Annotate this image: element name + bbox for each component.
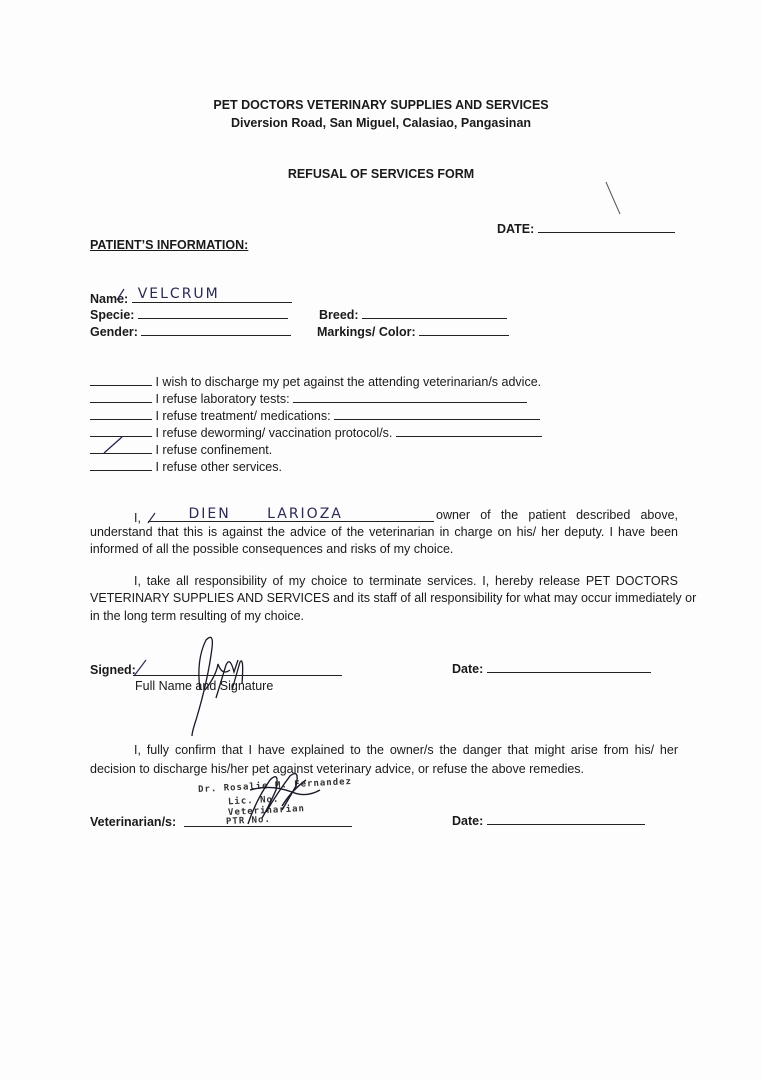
full-name-signature-label: Full Name and Signature [135,679,274,693]
gender-label: Gender: [90,325,138,339]
responsibility-line1: I, take all responsibility of my choice to terminate services. I, hereby release PET DOCTORS [134,574,678,588]
owner-signature [192,637,243,736]
company-name: PET DOCTORS VETERINARY SUPPLIES AND SERVICES [213,98,549,112]
responsibility-line3: in the long term resulting of my choice. [90,609,304,623]
option-text: I refuse confinement. [155,443,273,457]
form-title: REFUSAL OF SERVICES FORM [287,167,475,181]
owner-statement-line2: understand that this is against the advice of the veterinarian in charge on his/ her deputy. I have been [90,525,678,539]
signed-slash-mark [134,660,146,676]
stamp-name: Dr. Rosalie M. Fernandez [197,776,353,796]
specie-label: Specie: [90,308,135,322]
patient-section-title: PATIENT’S INFORMATION: [90,238,249,252]
confirmation-line2: decision to discharge his/her pet against veterinary advice, or refuse the above remedies. [90,762,585,776]
responsibility-line2: VETERINARY SUPPLIES AND SERVICES and its staff of all responsibility for what may occur immediately or [90,591,697,605]
confirmation-line1: I, fully confirm that I have explained to the owner/s the danger that might arise from his/ her [134,743,678,757]
veterinarian-label: Veterinarian/s: [90,815,177,829]
stray-pen-mark [606,182,620,214]
stamp-title: Veterinarian [227,803,306,819]
stamp-ptr: PTR No. [225,814,272,828]
owner-slash-mark [148,513,155,523]
owner-statement-line3: informed of all the possible consequences and risks of my choice. [90,542,454,556]
top-date-label: DATE: [497,222,535,236]
option-text: I refuse treatment/ medications: [155,409,331,423]
name-slash-mark [117,289,124,300]
markings-label: Markings/ Color: [317,325,416,339]
owner-prefix: I, [134,511,141,525]
company-address: Diversion Road, San Miguel, Calasiao, Pangasinan [230,116,532,130]
stamp-license: Lic. No. [227,794,280,808]
veterinarian-date-label: Date: [452,814,484,828]
veterinarian-signature [248,774,320,824]
name-value: VELCRUM [137,286,220,302]
owner-suffix: owner of the patient described above, [436,508,678,522]
option-text: I refuse laboratory tests: [155,392,290,406]
signed-label: Signed: [90,663,136,677]
option-text: I refuse deworming/ vaccination protocol/s. [155,426,393,440]
owner-name-value: DIEN LARIOZA [188,506,343,522]
name-label: Name: [90,292,129,306]
breed-label: Breed: [319,308,359,322]
signature-date-label: Date: [452,662,484,676]
option-text: I refuse other services. [155,460,282,474]
option-text: I wish to discharge my pet against the attending veterinarian/s advice. [155,375,542,389]
